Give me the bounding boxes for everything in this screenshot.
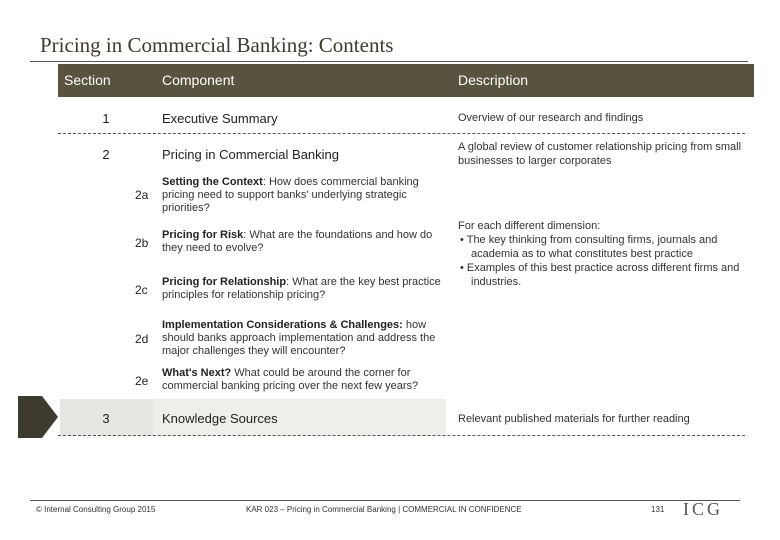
sub-2a-title: Setting the Context — [162, 176, 263, 188]
sub-2c-detail: : What are the key best practice principles for relationship pricing? — [162, 276, 441, 301]
row-3-description: Relevant published materials for further reading — [458, 413, 690, 425]
row-3-section: 3 — [102, 411, 110, 426]
sub-2c-number: 2c — [135, 283, 148, 297]
row-2-description: A global review of customer relationship pricing from small businesses to larger corporates — [458, 141, 742, 167]
footer-rule — [30, 500, 740, 501]
row-divider — [58, 133, 745, 134]
sub-2e-title: What's Next? — [162, 367, 232, 379]
sub-2a-text — [162, 176, 447, 215]
footer-center: KAR 023 – Pricing in Commercial Banking | COMMERCIAL IN CONFIDENCE — [246, 505, 522, 514]
row-2-section: 2 — [102, 147, 110, 162]
header-component: Component — [155, 64, 454, 97]
row-3-component: Knowledge Sources — [162, 411, 278, 426]
row-1-component: Executive Summary — [162, 111, 278, 126]
icg-logo: ICG — [683, 499, 723, 519]
current-section-arrow-icon — [18, 396, 58, 438]
sub-2b-text — [162, 229, 447, 255]
sub-2a-detail: : How does commercial banking pricing need to support banks' underlying strategic priorities? — [162, 176, 419, 214]
row-2-component: Pricing in Commercial Banking — [162, 147, 340, 162]
row-divider — [58, 435, 745, 436]
bullet-item: • The key thinking from consulting firms, journals and academia as to what constitutes best practice — [460, 234, 718, 260]
sub-2e-number: 2e — [135, 374, 149, 388]
sub-2d-text — [162, 319, 447, 358]
sub-2b-number: 2b — [135, 236, 149, 250]
sub-description-intro: For each different dimension: — [458, 220, 601, 232]
header-section: Section — [58, 64, 156, 97]
sub-2b-detail: : What are the foundations and how do they need to evolve? — [162, 229, 433, 254]
sub-2c-text — [162, 276, 447, 302]
page-number: 131 — [651, 505, 665, 514]
header-description: Description — [449, 64, 754, 97]
page-title: Pricing in Commercial Banking: Contents — [40, 33, 394, 57]
sub-2c-title: Pricing for Relationship — [162, 276, 287, 288]
footer-copyright: © Internal Consulting Group 2015 — [36, 505, 156, 514]
sub-2d-number: 2d — [135, 332, 149, 346]
bullet-item: • Examples of this best practice across different firms and industries. — [460, 262, 740, 288]
sub-2b-title: Pricing for Risk — [162, 229, 244, 241]
title-rule — [30, 61, 748, 62]
sub-description-bullets — [458, 233, 746, 289]
sub-description — [458, 219, 746, 289]
row-1-description: Overview of our research and findings — [458, 112, 644, 124]
sub-2d-title: Implementation Considerations & Challenges: — [162, 319, 403, 331]
sub-2e-detail: What could be around the corner for commercial banking pricing over the next few years? — [162, 367, 419, 392]
sub-2e-text — [162, 367, 447, 393]
sub-2a-number: 2a — [135, 188, 149, 202]
sub-2d-detail: how should banks approach implementation and address the major challenges they will encounter? — [162, 319, 436, 357]
row-1-section: 1 — [102, 111, 110, 126]
